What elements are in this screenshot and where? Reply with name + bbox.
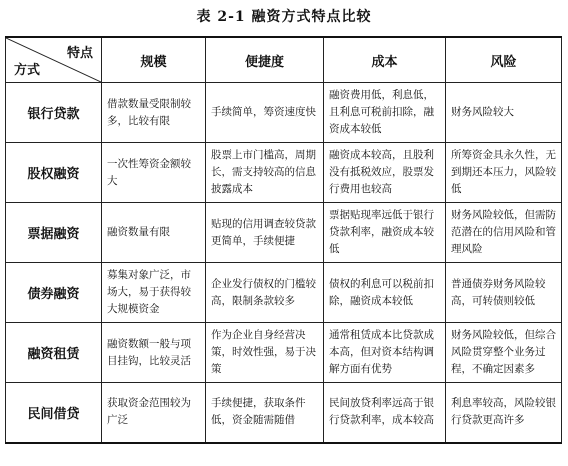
column-header-risk: 风险	[446, 37, 562, 83]
column-header-scale: 规模	[102, 37, 206, 83]
corner-label-feature: 特点	[66, 46, 93, 61]
cell-cost: 债权的利息可以税前扣除，融资成本较低	[324, 263, 446, 323]
table-row-private-lending	[6, 383, 562, 443]
row-label: 融资租赁	[6, 323, 102, 383]
table-row-financial-leasing	[6, 323, 562, 383]
cell-cost: 民间放贷利率远高于银行贷款利率，成本较高	[324, 383, 446, 443]
cell-risk: 财务风险较低，但需防范潜在的信用风险和管理风险	[446, 203, 562, 263]
cell-scale: 融资数量有限	[102, 203, 206, 263]
cell-risk: 所筹资金具永久性，无到期还本压力，风险较低	[446, 143, 562, 203]
row-label: 民间借贷	[6, 383, 102, 443]
column-header-cost: 成本	[324, 37, 446, 83]
cell-scale: 融资数额一般与项目挂钩，比较灵活	[102, 323, 206, 383]
cell-cost: 票据贴现率远低于银行贷款利率，融资成本较低	[324, 203, 446, 263]
row-label: 票据融资	[6, 203, 102, 263]
cell-convenience: 手续简单，筹资速度快	[206, 83, 324, 143]
row-label: 银行贷款	[6, 83, 102, 143]
comparison-table	[5, 36, 562, 444]
table-row-equity-financing	[6, 143, 562, 203]
corner-label-method: 方式	[14, 63, 41, 78]
column-header-convenience: 便捷度	[206, 37, 324, 83]
header-row	[6, 37, 562, 83]
cell-convenience: 手续便捷，获取条件低，资金随需随借	[206, 383, 324, 443]
table-title: 表 2-1 融资方式特点比较	[196, 9, 372, 25]
cell-convenience: 股票上市门槛高，周期长，需支持较高的信息披露成本	[206, 143, 324, 203]
cell-scale: 一次性筹资金额较大	[102, 143, 206, 203]
cell-scale: 获取资金范围较为广泛	[102, 383, 206, 443]
cell-risk: 财务风险较低，但综合风险贯穿整个业务过程，不确定因素多	[446, 323, 562, 383]
cell-convenience: 企业发行债权的门槛较高，限制条款较多	[206, 263, 324, 323]
cell-scale: 募集对象广泛，市场大，易于获得较大规模资金	[102, 263, 206, 323]
cell-cost: 融资成本较高，且股利没有抵税效应，股票发行费用也较高	[324, 143, 446, 203]
cell-risk: 财务风险较大	[446, 83, 562, 143]
cell-cost: 融资费用低，利息低，且利息可税前扣除，融资成本较低	[324, 83, 446, 143]
cell-risk: 利息率较高，风险较银行贷款更高许多	[446, 383, 562, 443]
row-label: 债券融资	[6, 263, 102, 323]
cell-risk: 普通债券财务风险较高，可转债则较低	[446, 263, 562, 323]
corner-header-cell	[6, 37, 102, 83]
cell-convenience: 作为企业自身经营决策，时效性强，易于决策	[206, 323, 324, 383]
cell-cost: 通常租赁成本比贷款成本高，但对资本结构调解方面有优势	[324, 323, 446, 383]
table-row-bank-loan	[6, 83, 562, 143]
cell-convenience: 贴现的信用调查较贷款更简单，手续便捷	[206, 203, 324, 263]
row-label: 股权融资	[6, 143, 102, 203]
table-row-bond-financing	[6, 263, 562, 323]
cell-scale: 借款数量受限制较多，比较有限	[102, 83, 206, 143]
table-row-bill-financing	[6, 203, 562, 263]
